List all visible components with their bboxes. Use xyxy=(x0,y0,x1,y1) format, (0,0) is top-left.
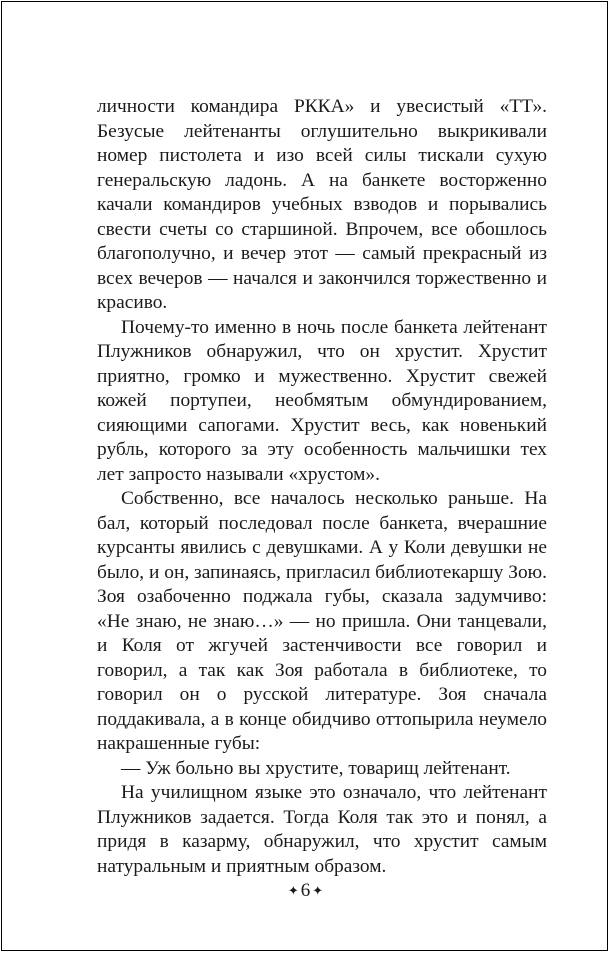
page-number-footer xyxy=(0,880,611,902)
paragraph-5: На училищном языке это означало, что лейтенант Плужников задается. Тогда Коля так это и понял, а придя в казарму, обнаружил, что хрустит самым натуральным и приятным образом. xyxy=(97,782,547,877)
ornament-left-icon: ✦ xyxy=(287,883,299,898)
paragraph-2: Почему-то именно в ночь после банкета лейтенант Плужников обнаружил, что он хрустит. Хрустит приятно, громко и мужественно. Хрустит свежей кожей портупеи, необмятым обмундированием, сияющими сапогами. Хрустит весь, как новенький рубль, которого за эту особенность мальчишки тех лет запросто называли «хрустом». xyxy=(97,316,547,485)
paragraph-4-dialogue: — Уж больно вы хрустите, товарищ лейтенант. xyxy=(121,757,511,779)
ornament-right-icon: ✦ xyxy=(312,883,324,898)
paragraph-3: Собственно, все началось несколько раньше. На бал, который последовал после банкета, вчерашние курсанты явились с девушками. А у Коли девушки не было, и он, запинаясь, пригласил библиотекаршу Зою. Зоя озабоченно поджала губы, сказала задумчиво: «Не знаю, не знаю…» — но пришла. Они танцевали, и Коля от жгучей застенчивости все говорил и говорил, а так как Зоя работала в библиотеке, то говорил он о русской литературе. Зоя сначала поддакивала, а в конце обидчиво оттопырила неумело накрашенные губы: xyxy=(97,488,547,754)
page-number: 6 xyxy=(300,880,311,901)
paragraph-1: личности командира РККА» и увесистый «ТТ». Безусые лейтенанты оглушительно выкрикивали номер пистолета и изо всей силы тискали сухую генеральскую ладонь. А на банкете восторженно качали командиров учебных взводов и порывались свести счеты со старшиной. Впрочем, все обошлось благополучно, и вечер этот — самый прекрасный из всех вечеров — начался и закончился торжественно и красиво. xyxy=(97,96,547,313)
body-text xyxy=(97,95,547,879)
